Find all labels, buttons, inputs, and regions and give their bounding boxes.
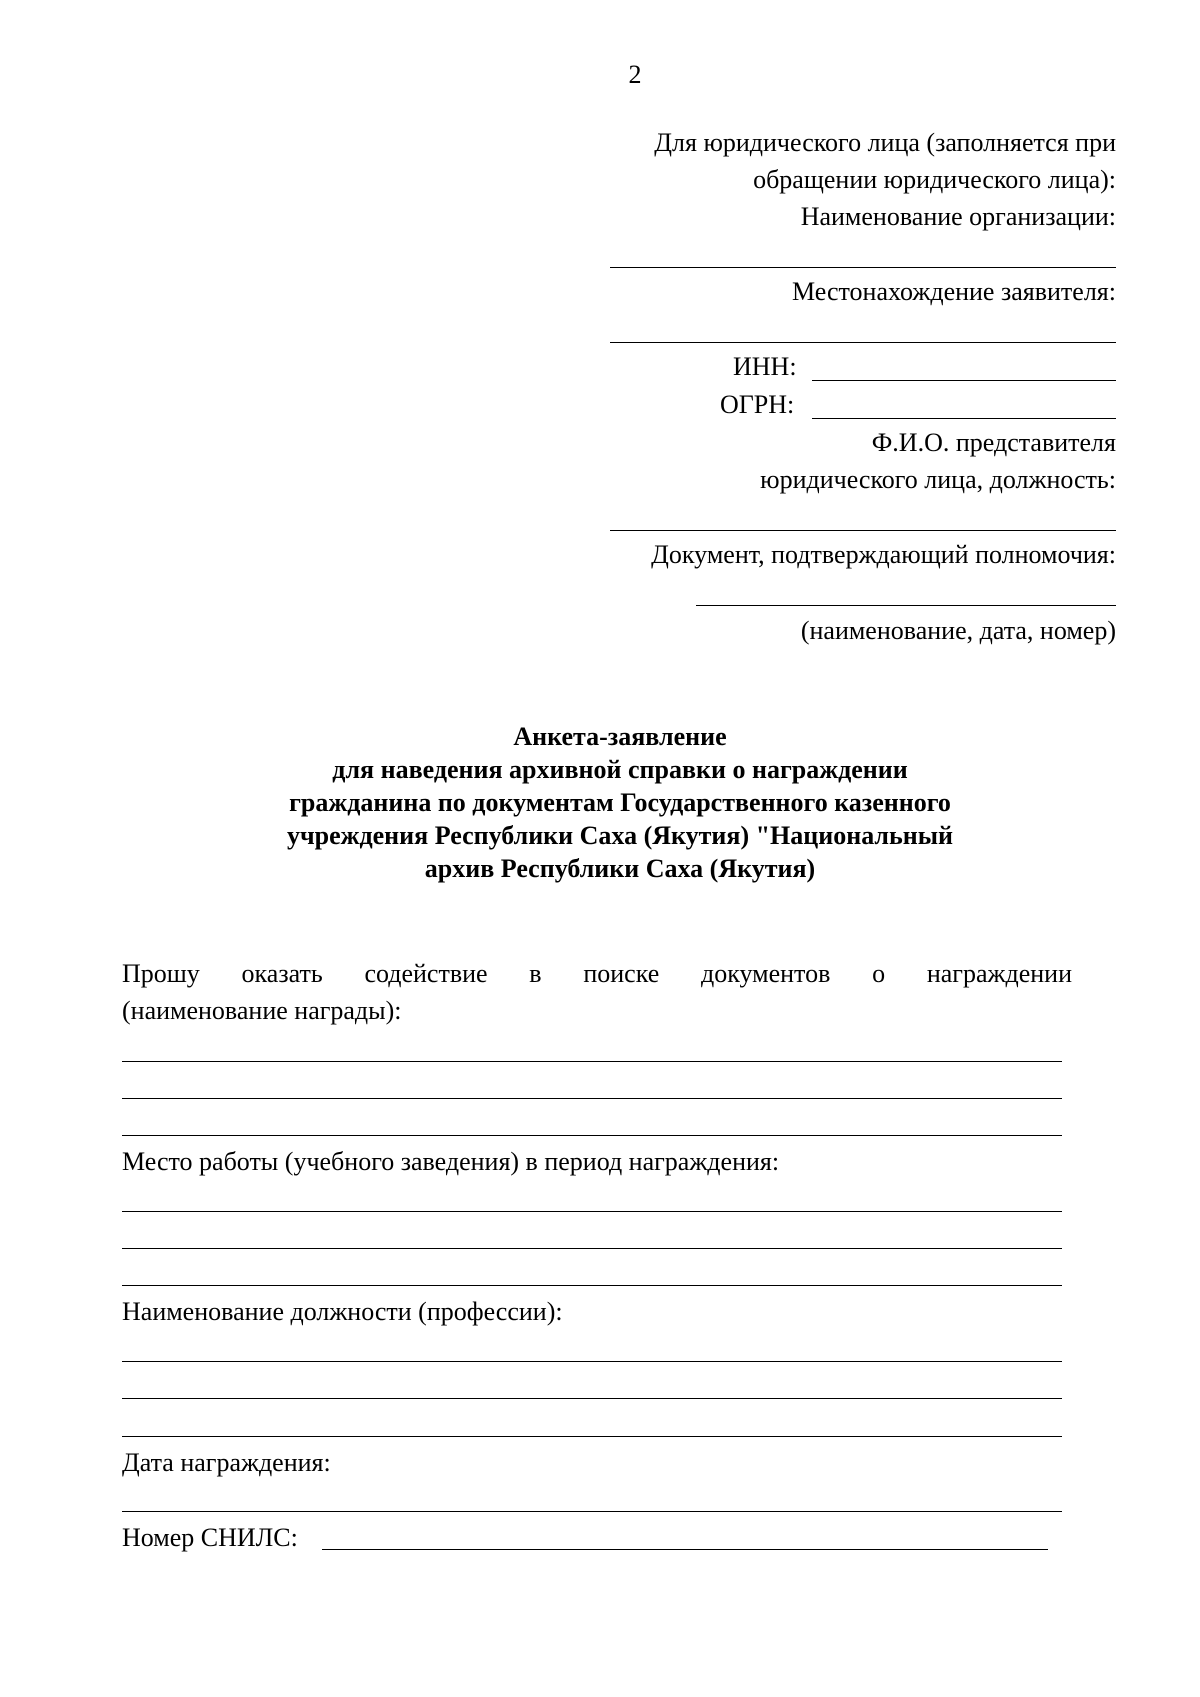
title-line-4: учреждения Республики Саха (Якутия) "Национальный [286, 821, 954, 850]
authority-doc-field[interactable] [696, 605, 1116, 606]
workplace-field-1[interactable] [122, 1211, 1062, 1212]
title-line-3: гражданина по документам Государственного казенного [289, 788, 951, 817]
inn-label: ИНН: [733, 352, 797, 381]
request-text-line2: (наименование награды): [122, 996, 402, 1025]
representative-field[interactable] [610, 530, 1116, 531]
authority-doc-hint: (наименование, дата, номер) [800, 616, 1116, 645]
award-name-field-3[interactable] [122, 1135, 1062, 1136]
workplace-field-2[interactable] [122, 1248, 1062, 1249]
inn-field[interactable] [812, 380, 1116, 381]
ogrn-label: ОГРН: [720, 390, 795, 419]
workplace-label: Место работы (учебного заведения) в период награждения: [122, 1147, 780, 1176]
ogrn-field[interactable] [812, 418, 1116, 419]
request-text-line1: Прошу оказать содействие в поиске документов о награждении [122, 959, 1072, 988]
page-number: 2 [628, 60, 642, 89]
authority-doc-label: Документ, подтверждающий полномочия: [651, 540, 1116, 569]
position-field-3[interactable] [122, 1436, 1062, 1437]
document-title [200, 720, 1040, 885]
location-label: Местонахождение заявителя: [792, 277, 1116, 306]
snils-label: Номер СНИЛС: [122, 1523, 298, 1552]
award-name-field-1[interactable] [122, 1061, 1062, 1062]
workplace-field-3[interactable] [122, 1285, 1062, 1286]
title-line-2: для наведения архивной справки о награждении [332, 755, 908, 784]
representative-label-line2: юридического лица, должность: [760, 465, 1116, 494]
award-name-field-2[interactable] [122, 1098, 1062, 1099]
position-field-1[interactable] [122, 1361, 1062, 1362]
award-date-label: Дата награждения: [122, 1448, 331, 1477]
org-name-label: Наименование организации: [800, 202, 1116, 231]
legal-entity-heading-line2: обращении юридического лица): [753, 165, 1116, 194]
position-field-2[interactable] [122, 1398, 1062, 1399]
snils-field[interactable] [322, 1549, 1048, 1550]
position-label: Наименование должности (профессии): [122, 1297, 563, 1326]
legal-entity-heading-line1: Для юридического лица (заполняется при [654, 128, 1116, 157]
location-field[interactable] [610, 342, 1116, 343]
representative-label-line1: Ф.И.О. представителя [871, 428, 1116, 457]
title-line-1: Анкета-заявление [513, 722, 727, 751]
org-name-field[interactable] [610, 267, 1116, 268]
title-line-5: архив Республики Саха (Якутия) [424, 854, 816, 883]
award-date-field[interactable] [122, 1511, 1062, 1512]
